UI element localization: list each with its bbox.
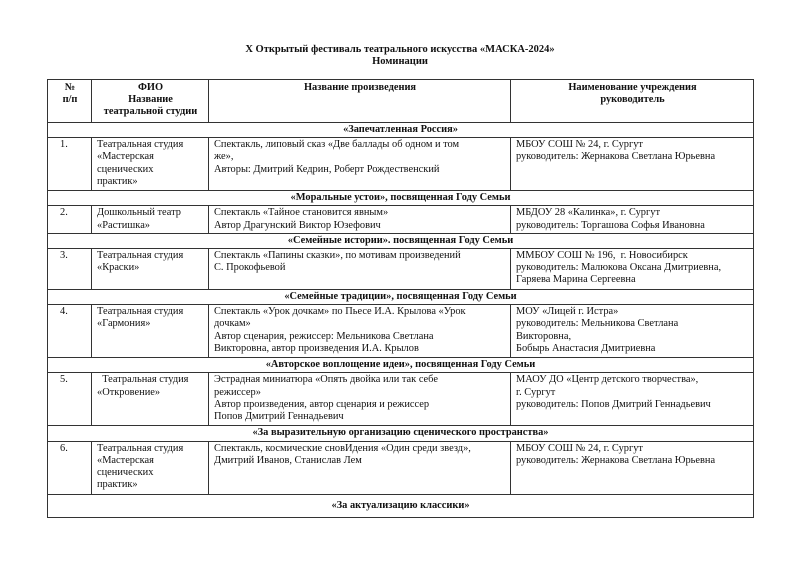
cell-studio: Театральная студия «Краски»	[92, 249, 209, 290]
cell-org: ММБОУ СОШ № 196, г. Новосибирск руководитель: Малюкова Оксана Дмитриевна, Гаряева Марина Сергеевна	[511, 249, 754, 290]
table-header-row	[48, 80, 754, 123]
table-row	[48, 305, 754, 358]
header-num: № п/п	[48, 80, 92, 123]
header-org: Наименование учреждения руководитель	[511, 80, 754, 123]
nominations-table	[47, 79, 754, 518]
section-title: «За актуализацию классики»	[48, 494, 754, 517]
cell-num: 1.	[48, 138, 92, 191]
section-title: «Запечатленная Россия»	[48, 123, 754, 138]
cell-studio: Дошкольный театр «Растишка»	[92, 206, 209, 233]
cell-work: Спектакль, космические сновИдения «Один среди звезд», Дмитрий Иванов, Станислав Лем	[209, 441, 511, 494]
cell-studio: Театральная студия «Мастерская сценических практик»	[92, 441, 209, 494]
cell-org: МАОУ ДО «Центр детского творчества», г. Сургут руководитель: Попов Дмитрий Геннадьевич	[511, 373, 754, 426]
table-row	[48, 138, 754, 191]
section-title: «Семейные истории». посвященная Году Семьи	[48, 233, 754, 248]
section-row	[48, 191, 754, 206]
cell-work: Спектакль, липовый сказ «Две баллады об одном и том же», Авторы: Дмитрий Кедрин, Роберт Рождественский	[209, 138, 511, 191]
section-row	[48, 426, 754, 441]
section-row	[48, 123, 754, 138]
cell-studio: Театральная студия «Откровение»	[92, 373, 209, 426]
cell-org: МОУ «Лицей г. Истра» руководитель: Мельникова Светлана Викторовна, Бобырь Анастасия Дмитриевна	[511, 305, 754, 358]
cell-work: Спектакль «Тайное становится явным» Автор Драгунский Виктор Юзефович	[209, 206, 511, 233]
section-row	[48, 494, 754, 517]
section-title: «Семейные традиции», посвященная Году Семьи	[48, 290, 754, 305]
cell-work: Спектакль «Папины сказки», по мотивам произведений С. Прокофьевой	[209, 249, 511, 290]
section-title: «Авторское воплощение идеи», посвященная Году Семьи	[48, 358, 754, 373]
document-title: X Открытый фестиваль театрального искусства «МАСКА-2024»	[245, 44, 555, 55]
cell-org: МБОУ СОШ № 24, г. Сургут руководитель: Жернакова Светлана Юрьевна	[511, 138, 754, 191]
cell-org: МБОУ СОШ № 24, г. Сургут руководитель: Жернакова Светлана Юрьевна	[511, 441, 754, 494]
section-row	[48, 358, 754, 373]
table-row	[48, 249, 754, 290]
cell-work: Эстрадная миниатюра «Опять двойка или так себе режиссер» Автор произведения, автор сценария и режиссер Попов Дмитрий Геннадьевич	[209, 373, 511, 426]
cell-work: Спектакль «Урок дочкам» по Пьесе И.А. Крылова «Урок дочкам» Автор сценария, режиссер: Мельникова Светлана Викторовна, автор произведения И.А. Крылов	[209, 305, 511, 358]
document-subtitle: Номинации	[372, 56, 428, 67]
cell-num: 5.	[48, 373, 92, 426]
cell-num: 4.	[48, 305, 92, 358]
cell-org: МБДОУ 28 «Калинка», г. Сургут руководитель: Торгашова Софья Ивановна	[511, 206, 754, 233]
section-title: «За выразительную организацию сценического пространства»	[48, 426, 754, 441]
header-work: Название произведения	[209, 80, 511, 123]
header-studio: ФИО Название театральной студии	[92, 80, 209, 123]
cell-studio: Театральная студия «Мастерская сценических практик»	[92, 138, 209, 191]
table-row	[48, 373, 754, 426]
cell-num: 6.	[48, 441, 92, 494]
table-row	[48, 206, 754, 233]
section-title: «Моральные устои», посвященная Году Семьи	[48, 191, 754, 206]
section-row	[48, 233, 754, 248]
cell-num: 2.	[48, 206, 92, 233]
cell-studio: Театральная студия «Гармония»	[92, 305, 209, 358]
section-row	[48, 290, 754, 305]
table-row	[48, 441, 754, 494]
cell-num: 3.	[48, 249, 92, 290]
document-header	[0, 44, 800, 68]
